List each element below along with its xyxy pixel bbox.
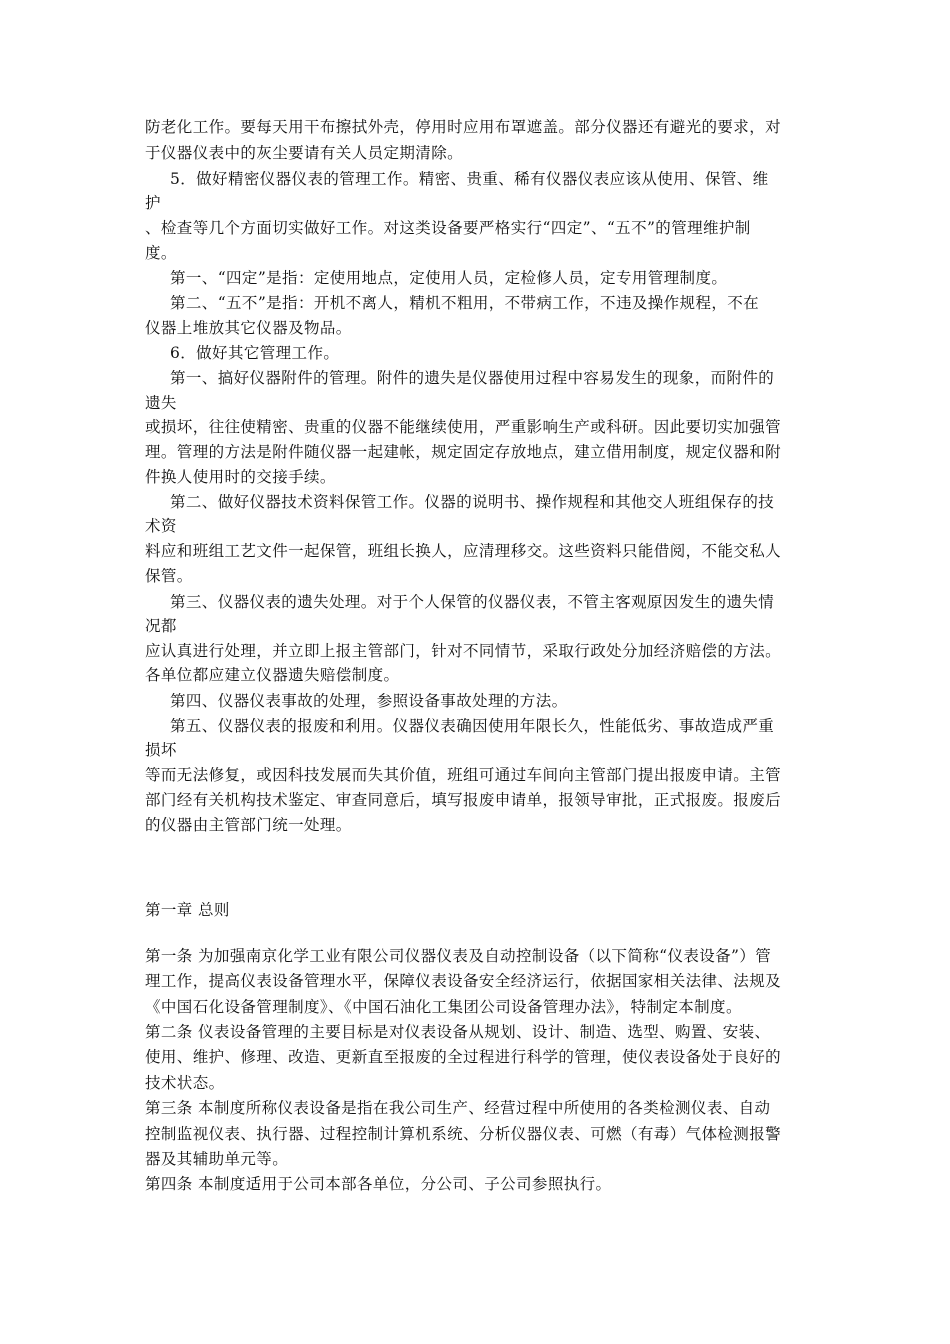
- text-line: 器及其辅助单元等。: [145, 1150, 289, 1168]
- text-line: 使用、维护、修理、改造、更新直至报废的全过程进行科学的管理，使仪表设备处于良好的: [145, 1048, 782, 1066]
- text-line: 各单位都应建立仪器遗失赔偿制度。: [145, 666, 400, 684]
- text-line: 部门经有关机构技术鉴定、审查同意后，填写报废申请单，报领导审批，正式报废。报废后: [145, 791, 782, 809]
- text-line: 件换人使用时的交接手续。: [145, 468, 336, 486]
- text-line: 5．做好精密仪器仪表的管理工作。精密、贵重、稀有仪器仪表应该从使用、保管、维: [170, 170, 769, 188]
- text-line: 第二、做好仪器技术资料保管工作。仪器的说明书、操作规程和其他交人班组保存的技: [170, 493, 775, 511]
- text-line: 保管。: [145, 567, 193, 585]
- chapter-heading: 第一章 总则: [145, 901, 230, 919]
- text-line: 损坏: [145, 741, 177, 759]
- text-line: 理工作，提高仪表设备管理水平，保障仪表设备安全经济运行，依据国家相关法律、法规及: [145, 972, 782, 990]
- text-line: 第五、仪器仪表的报废和利用。仪器仪表确因使用年限长久，性能低劣、事故造成严重: [170, 717, 775, 735]
- text-line: 第四条 本制度适用于公司本部各单位，分公司、子公司参照执行。: [145, 1175, 612, 1193]
- text-line: 第三、仪器仪表的遗失处理。对于个人保管的仪器仪表，不管主客观原因发生的遗失情: [170, 593, 775, 611]
- text-line: 第一条 为加强南京化学工业有限公司仪器仪表及自动控制设备（以下简称“仪表设备”）管: [145, 947, 772, 965]
- text-line: 第一、搞好仪器附件的管理。附件的遗失是仪器使用过程中容易发生的现象，而附件的: [170, 369, 775, 387]
- text-line: 第三条 本制度所称仪表设备是指在我公司生产、经营过程中所使用的各类检测仪表、自动: [145, 1099, 771, 1117]
- text-line: 的仪器由主管部门统一处理。: [145, 816, 352, 834]
- text-line: 于仪器仪表中的灰尘要请有关人员定期清除。: [145, 144, 464, 162]
- text-line: 第二条 仪表设备管理的主要目标是对仪表设备从规划、设计、制造、选型、购置、安装、: [145, 1023, 771, 1041]
- text-line: 或损坏，往往使精密、贵重的仪器不能继续使用，严重影响生产或科研。因此要切实加强管: [145, 418, 782, 436]
- text-line: 况都: [145, 617, 177, 635]
- text-line: 术资: [145, 517, 177, 535]
- text-line: 理。管理的方法是附件随仪器一起建帐，规定固定存放地点，建立借用制度，规定仪器和附: [145, 443, 782, 461]
- text-line: 防老化工作。要每天用干布擦拭外壳，停用时应用布罩遮盖。部分仪器还有避光的要求，对: [145, 118, 782, 136]
- text-line: 遗失: [145, 394, 177, 412]
- text-line: 应认真进行处理，并立即上报主管部门，针对不同情节，采取行政处分加经济赔偿的方法。: [145, 642, 782, 660]
- text-line: 、检查等几个方面切实做好工作。对这类设备要严格实行“四定”、“五不”的管理维护制: [145, 219, 751, 237]
- text-line: 度。: [145, 244, 177, 262]
- text-line: 《中国石化设备管理制度》、《中国石油化工集团公司设备管理办法》，特制定本制度。: [145, 998, 742, 1016]
- text-line: 料应和班组工艺文件一起保管，班组长换人，应清理移交。这些资料只能借阅，不能交私人: [145, 542, 782, 560]
- text-line: 控制监视仪表、执行器、过程控制计算机系统、分析仪器仪表、可燃（有毒）气体检测报警: [145, 1125, 782, 1143]
- text-line: 仪器上堆放其它仪器及物品。: [145, 319, 352, 337]
- text-line: 技术状态。: [145, 1074, 225, 1092]
- text-line: 第一、“四定”是指：定使用地点，定使用人员，定检修人员，定专用管理制度。: [170, 269, 728, 287]
- text-line: 第二、“五不”是指：开机不离人，精机不粗用，不带病工作，不违及操作规程，不在: [170, 294, 760, 312]
- text-line: 第四、仪器仪表事故的处理，参照设备事故处理的方法。: [170, 692, 568, 710]
- text-line: 护: [145, 194, 161, 212]
- text-line: 等而无法修复，或因科技发展而失其价值，班组可通过车间向主管部门提出报废申请。主管: [145, 766, 782, 784]
- text-line: 6．做好其它管理工作。: [170, 344, 340, 362]
